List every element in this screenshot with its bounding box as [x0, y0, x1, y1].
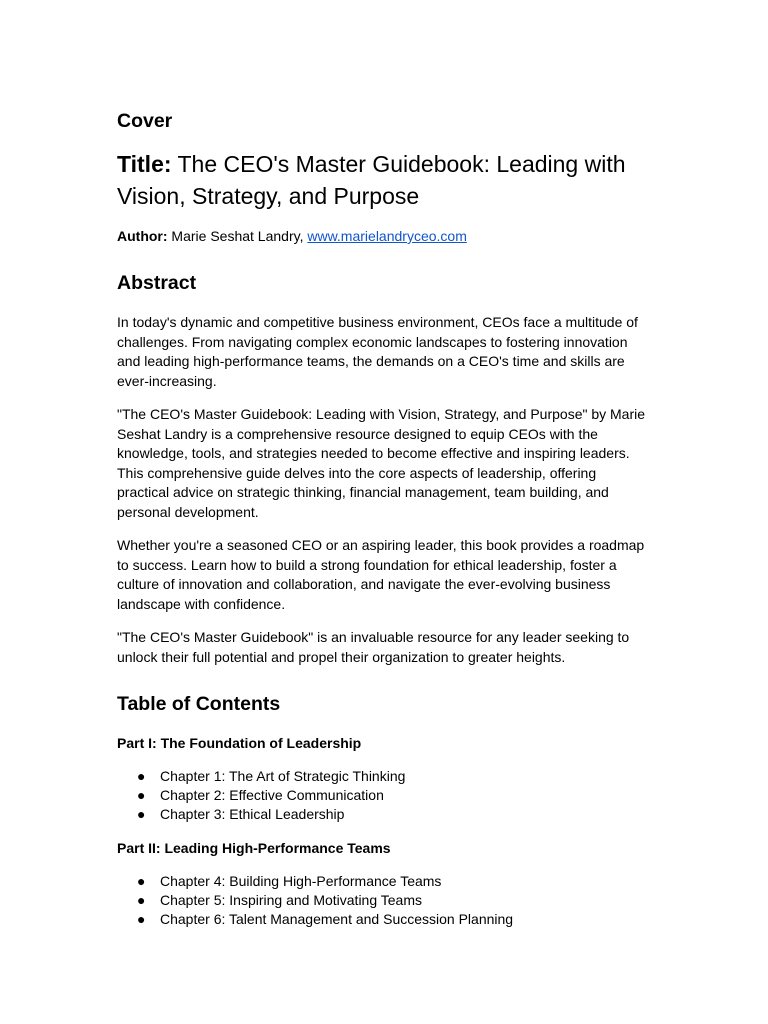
bullet-icon: ● — [137, 787, 146, 803]
abstract-heading: Abstract — [117, 272, 197, 294]
abstract-paragraph: "The CEO's Master Guidebook: Leading with Vision, Strategy, and Purpose" by Marie Seshat Landry is a comprehensive resource designed to equip CEOs with the knowledge, tools, and strategies needed to become effective and inspiring leaders. This comprehensive guide delves into the core aspects of leadership, offering practical advice on strategic thinking, financial management, team building, and personal development. — [117, 406, 646, 520]
author-line — [117, 226, 652, 246]
chapter-label: Chapter 3: Ethical Leadership — [160, 806, 345, 822]
toc-part-title: Part II: Leading High-Performance Teams — [117, 840, 391, 856]
abstract-paragraph: In today's dynamic and competitive business environment, CEOs face a multitude of challenges. From navigating complex economic landscapes to fostering innovation and leading high-performance teams, the demands on a CEO's time and skills are ever-increasing. — [117, 314, 638, 389]
author-website-link[interactable]: www.marielandryceo.com — [307, 228, 467, 244]
chapter-label: Chapter 4: Building High-Performance Teams — [160, 873, 442, 889]
bullet-icon: ● — [137, 911, 146, 927]
toc-chapter-list — [117, 767, 652, 824]
abstract-paragraph: Whether you're a seasoned CEO or an aspiring leader, this book provides a roadmap to success. Learn how to build a strong foundation for ethical leadership, foster a culture of innovation and collaboration, and navigate the ever-evolving business landscape with confidence. — [117, 537, 645, 612]
toc-chapter-item — [117, 872, 652, 891]
chapter-label: Chapter 2: Effective Communication — [160, 787, 384, 803]
bullet-icon: ● — [137, 768, 146, 784]
bullet-icon: ● — [137, 806, 146, 822]
toc-chapter-list — [117, 872, 652, 929]
author-name: Marie Seshat Landry, — [167, 228, 308, 244]
author-label: Author: — [117, 228, 168, 244]
title-text: The CEO's Master Guidebook: Leading with Vision, Strategy, and Purpose — [117, 151, 626, 209]
toc-chapter-item — [117, 786, 652, 805]
toc-chapter-item — [117, 767, 652, 786]
toc-chapter-item — [117, 805, 652, 824]
chapter-label: Chapter 5: Inspiring and Motivating Teams — [160, 892, 422, 908]
toc-chapter-item — [117, 891, 652, 910]
document-page — [117, 108, 652, 929]
cover-heading: Cover — [117, 110, 173, 132]
bullet-icon: ● — [137, 892, 146, 908]
abstract-paragraph: "The CEO's Master Guidebook" is an invaluable resource for any leader seeking to unlock their full potential and propel their organization to greater heights. — [117, 629, 630, 665]
toc-heading: Table of Contents — [117, 693, 281, 715]
title-label: Title: — [117, 151, 172, 177]
toc-part-title: Part I: The Foundation of Leadership — [117, 735, 362, 751]
chapter-label: Chapter 1: The Art of Strategic Thinking — [160, 768, 406, 784]
chapter-label: Chapter 6: Talent Management and Succession Planning — [160, 911, 514, 927]
book-title — [117, 148, 652, 212]
bullet-icon: ● — [137, 873, 146, 889]
toc-chapter-item — [117, 910, 652, 929]
